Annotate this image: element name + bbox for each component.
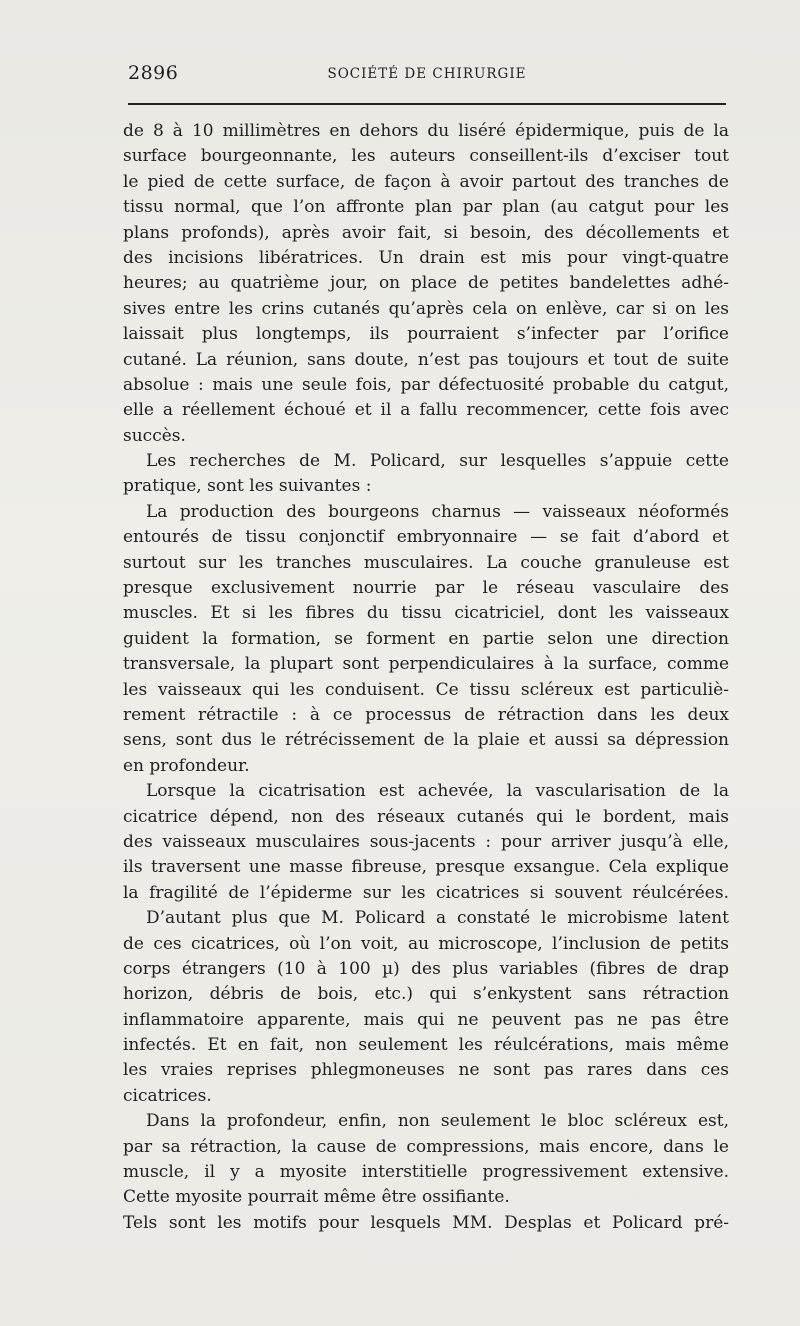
text-line: ils traversent une masse fibreuse, presque exsangue. Cela explique <box>123 857 729 878</box>
running-title: SOCIÉTÉ DE CHIRURGIE <box>327 66 527 82</box>
body-text <box>123 119 729 1236</box>
text-line: Cette myosite pourrait même être ossifiante. <box>123 1187 510 1208</box>
text-line: cicatrice dépend, non des réseaux cutanés qui le bordent, mais <box>123 806 729 827</box>
page-number: 2896 <box>128 62 179 84</box>
text-line: tissu normal, que l’on affronte plan par plan (au catgut pour les <box>123 197 729 218</box>
text-line: Tels sont les motifs pour lesquels MM. Desplas et Policard pré- <box>123 1212 729 1233</box>
text-line: muscle, il y a myosite interstitielle progressivement extensive. <box>123 1162 729 1183</box>
text-line: cicatrices. <box>123 1085 212 1106</box>
text-line: rement rétractile : à ce processus de rétraction dans les deux <box>123 704 729 725</box>
text-line: surtout sur les tranches musculaires. La couche granuleuse est <box>123 552 729 573</box>
text-line: la fragilité de l’épiderme sur les cicatrices si souvent réulcérées. <box>123 882 729 903</box>
text-line: plans profonds), après avoir fait, si besoin, des décollements et <box>123 222 729 243</box>
page-header <box>128 62 726 92</box>
text-line: par sa rétraction, la cause de compressions, mais encore, dans le <box>123 1136 729 1157</box>
text-line: inflammatoire apparente, mais qui ne peuvent pas ne pas être <box>123 1009 729 1030</box>
text-line: en profondeur. <box>123 755 250 776</box>
text-line: Lorsque la cicatrisation est achevée, la vascularisation de la <box>146 781 729 802</box>
text-line: horizon, débris de bois, etc.) qui s’enkystent sans rétraction <box>123 984 729 1005</box>
text-line: Les recherches de M. Policard, sur lesquelles s’appuie cette <box>146 451 729 472</box>
text-line: pratique, sont les suivantes : <box>123 476 372 497</box>
text-line: muscles. Et si les fibres du tissu cicatriciel, dont les vaisseaux <box>123 603 729 624</box>
text-line: heures; au quatrième jour, on place de petites bandelettes adhé- <box>123 273 729 294</box>
text-line: guident la formation, se forment en partie selon une direction <box>123 628 729 649</box>
text-line: infectés. Et en fait, non seulement les réulcérations, mais même <box>123 1035 729 1056</box>
text-line: sives entre les crins cutanés qu’après cela on enlève, car si on les <box>123 298 729 319</box>
text-line: transversale, la plupart sont perpendiculaires à la surface, comme <box>123 654 729 675</box>
text-line: de ces cicatrices, où l’on voit, au microscope, l’inclusion de petits <box>123 933 729 954</box>
text-line: les vaisseaux qui les conduisent. Ce tissu scléreux est particuliè- <box>123 679 729 700</box>
text-line: cutané. La réunion, sans doute, n’est pas toujours et tout de suite <box>123 349 729 370</box>
text-line: corps étrangers (10 à 100 µ) des plus variables (fibres de drap <box>123 958 729 979</box>
text-line: elle a réellement échoué et il a fallu recommencer, cette fois avec <box>123 400 729 421</box>
text-line: entourés de tissu conjonctif embryonnaire — se fait d’abord et <box>123 527 729 548</box>
text-line: La production des bourgeons charnus — vaisseaux néoformés <box>146 501 729 522</box>
header-rule <box>128 103 726 105</box>
text-line: Dans la profondeur, enfin, non seulement le bloc scléreux est, <box>146 1111 729 1132</box>
text-line: laissait plus longtemps, ils pourraient s’infecter par l’orifice <box>123 324 729 345</box>
text-line: les vraies reprises phlegmoneuses ne sont pas rares dans ces <box>123 1060 729 1081</box>
text-line: succès. <box>123 425 186 446</box>
text-line: presque exclusivement nourrie par le réseau vasculaire des <box>123 578 729 599</box>
text-line: surface bourgeonnante, les auteurs conseillent-ils d’exciser tout <box>123 146 729 167</box>
text-line: sens, sont dus le rétrécissement de la plaie et aussi sa dépression <box>123 730 729 751</box>
text-line: absolue : mais une seule fois, par défectuosité probable du catgut, <box>123 374 729 395</box>
text-line: des incisions libératrices. Un drain est mis pour vingt-quatre <box>123 247 729 268</box>
text-line: D’autant plus que M. Policard a constaté le microbisme latent <box>146 908 729 929</box>
text-line: le pied de cette surface, de façon à avoir partout des tranches de <box>123 171 729 192</box>
text-line: de 8 à 10 millimètres en dehors du liséré épidermique, puis de la <box>123 121 729 141</box>
text-line: des vaisseaux musculaires sous-jacents : pour arriver jusqu’à elle, <box>123 831 729 852</box>
